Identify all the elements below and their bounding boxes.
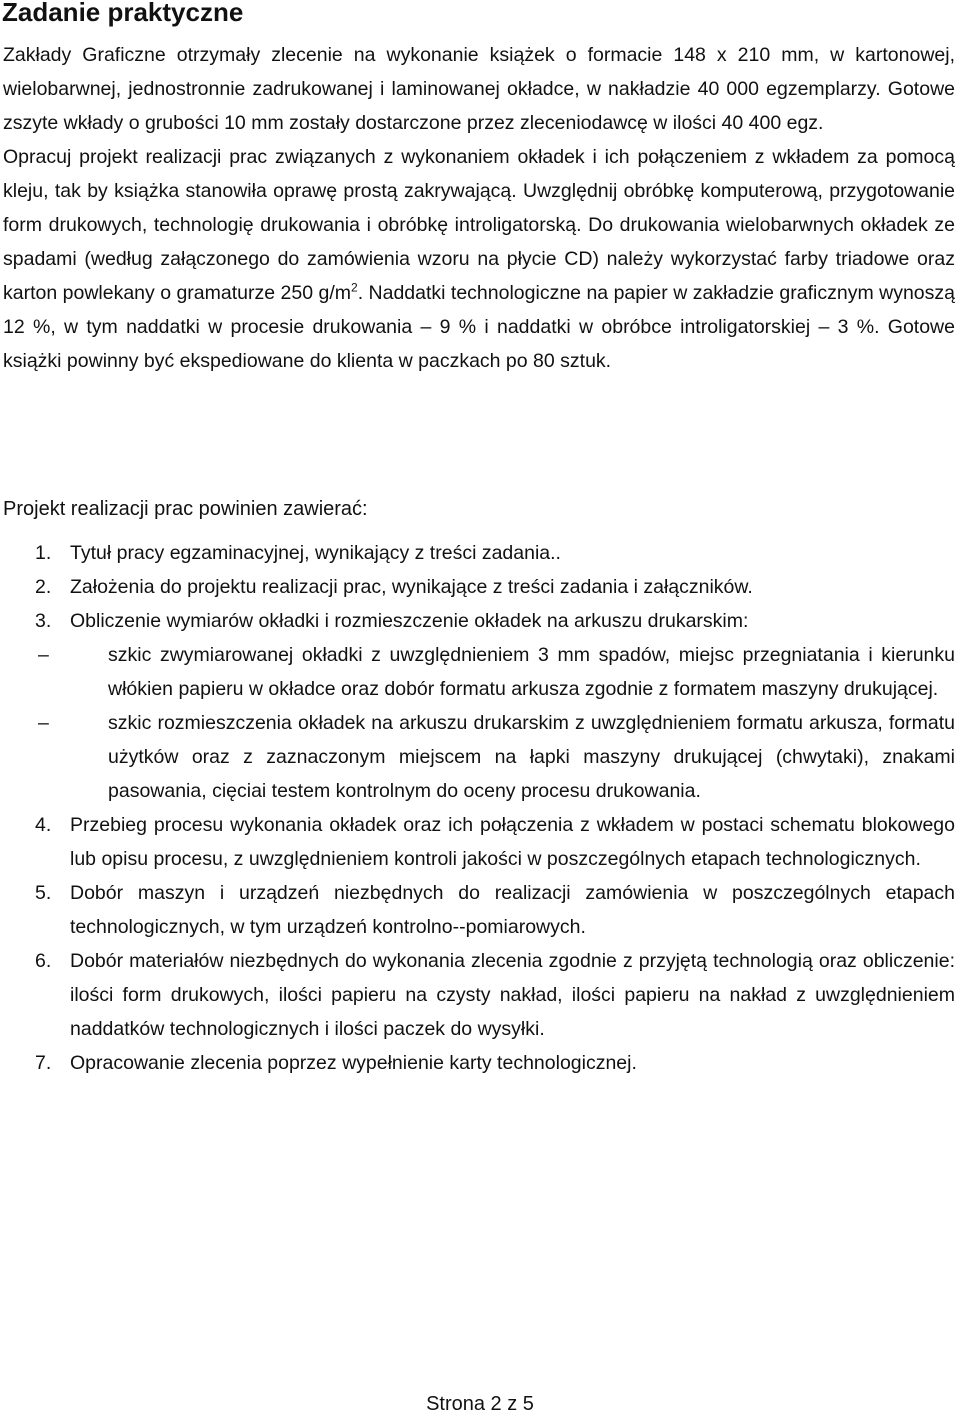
dash-bullet: – — [38, 712, 49, 734]
list-item — [0, 876, 955, 944]
sub-list-item-text: szkic rozmieszczenia okładek na arkuszu drukarskim z uwzględnieniem formatu arkusza, formatu użytków oraz z zaznaczonym miejscem na łapki maszyny drukującej (chwytaki), znakami pasowania, cięciai testem kontrolnym do oceny procesu drukowania. — [108, 712, 955, 802]
sub-list-item — [0, 706, 955, 808]
task-description — [3, 38, 955, 378]
intro-paragraph-2-text: Opracuj projekt realizacji prac związanych z wykonaniem okładek i ich połączeniem z wkładem za pomocą kleju, tak by książka stanowiła oprawę prostą zakrywającą. Uwzględnij obróbkę komputerową, przygotowanie form drukowych, technologię drukowania i obróbkę introligatorską. Do drukowania wielobarwnych okładek ze spadami (według załączonego do zamówienia wzoru na płycie CD) należy wykorzystać farby triadowe oraz karton powlekany o gramaturze 250 g/m — [3, 146, 955, 304]
superscript: 2 — [351, 280, 358, 295]
list-item-text: Obliczenie wymiarów okładki i rozmieszczenie okładek na arkuszu drukarskim: — [70, 610, 749, 632]
list-item — [0, 604, 955, 638]
list-item — [0, 536, 955, 570]
list-item-text: Tytuł pracy egzaminacyjnej, wynikający z treści zadania.. — [70, 542, 561, 564]
list-item-number: 7. — [35, 1052, 52, 1074]
list-item-text: Dobór maszyn i urządzeń niezbędnych do realizacji zamówienia w poszczególnych etapach technologicznych, w tym urządzeń kontrolno--pomiarowych. — [70, 882, 955, 938]
sub-list-item-text: szkic zwymiarowanej okładki z uwzględnieniem 3 mm spadów, miejsc przegniatania i kierunku włókien papieru w okładce oraz dobór formatu arkusza zgodnie z formatem maszyny drukującej. — [108, 644, 955, 700]
list-item-number: 1. — [35, 542, 52, 564]
list-item-number: 2. — [35, 576, 52, 598]
requirements-list — [0, 536, 955, 1080]
list-item — [0, 944, 955, 1046]
list-item-number: 5. — [35, 882, 52, 904]
intro-paragraph-1: Zakłady Graficzne otrzymały zlecenie na wykonanie książek o formacie 148 x 210 mm, w kartonowej, wielobarwnej, jednostronnie zadrukowanej i laminowanej okładce, w nakładzie 40 000 egzemplarzy. Gotowe zszyte wkłady o grubości 10 mm zostały dostarczone przez zleceniodawcę w ilości 40 400 egz. — [3, 44, 955, 134]
section-heading: Projekt realizacji prac powinien zawierać: — [3, 498, 368, 520]
list-item-number: 4. — [35, 814, 52, 836]
sub-list-item — [0, 638, 955, 706]
dash-bullet: – — [38, 644, 49, 666]
list-item-text: Opracowanie zlecenia poprzez wypełnienie karty technologicznej. — [70, 1052, 637, 1074]
page-title: Zadanie praktyczne — [2, 0, 244, 27]
list-item-text: Dobór materiałów niezbędnych do wykonania zlecenia zgodnie z przyjętą technologią oraz obliczenie: ilości form drukowych, ilości papieru na czysty nakład, ilości papieru na nakład z uwzględnieniem naddatków technologicznych i ilości paczek do wysyłki. — [70, 950, 955, 1040]
page-number-footer: Strona 2 z 5 — [426, 1393, 534, 1415]
list-item-number: 3. — [35, 610, 52, 632]
list-item-text: Przebieg procesu wykonania okładek oraz ich połączenia z wkładem w postaci schematu blokowego lub opisu procesu, z uwzględnieniem kontroli jakości w poszczególnych etapach technologicznych. — [70, 814, 955, 870]
list-item-number: 6. — [35, 950, 52, 972]
intro-paragraph-2-text-cont: . Naddatki technologiczne na papier w zakładzie graficznym wynoszą 12 %, w tym naddatki w procesie drukowania – 9 % i naddatki w obróbce introligatorskiej – 3 %. Gotowe książki powinny być ekspediowane do klienta w paczkach po 80 sztuk. — [3, 282, 955, 372]
list-item — [0, 1046, 955, 1080]
intro-paragraph-2 — [3, 140, 955, 378]
list-item-text: Założenia do projektu realizacji prac, wynikające z treści zadania i załączników. — [70, 576, 753, 598]
list-item — [0, 570, 955, 604]
list-item — [0, 808, 955, 876]
